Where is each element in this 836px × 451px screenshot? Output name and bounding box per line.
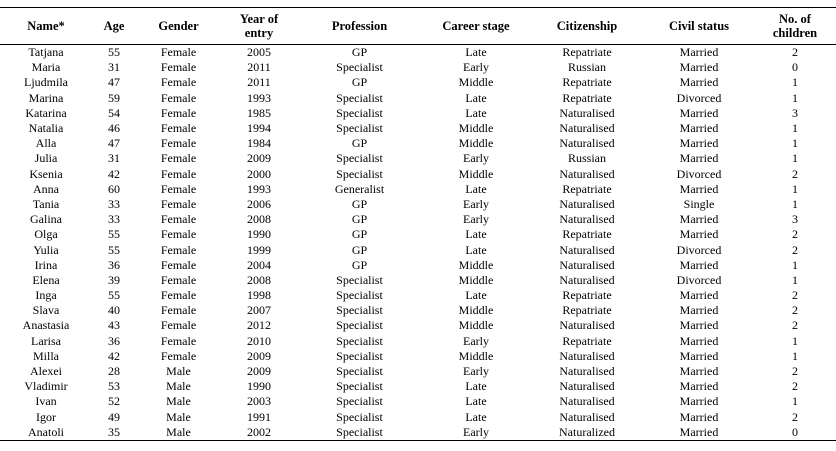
cell-gender: Female bbox=[160, 45, 197, 60]
cell-career-stage: Early bbox=[463, 212, 489, 227]
cell-age: 33 bbox=[108, 196, 120, 211]
cell-age: 42 bbox=[108, 348, 120, 363]
cell-gender: Female bbox=[160, 242, 197, 257]
cell-gender: Female bbox=[160, 227, 197, 242]
cell-citizenship: Naturalized bbox=[559, 424, 615, 439]
cell-name: Milla bbox=[33, 348, 59, 363]
cell-name: Ivan bbox=[35, 394, 57, 409]
cell-name: Tatjana bbox=[28, 45, 64, 60]
header-profession bbox=[297, 8, 422, 45]
cell-children: 2 bbox=[792, 166, 798, 181]
cell-profession: Specialist bbox=[336, 379, 383, 394]
cell-career-stage: Late bbox=[465, 379, 487, 394]
cell-year-of-entry: 1999 bbox=[247, 242, 271, 257]
header-age-text: Age bbox=[103, 19, 125, 33]
cell-citizenship: Repatriate bbox=[562, 90, 612, 105]
table-row bbox=[0, 212, 836, 227]
cell-career-stage: Late bbox=[465, 181, 487, 196]
header-year-line2: entry bbox=[244, 26, 274, 40]
cell-age: 55 bbox=[108, 242, 120, 257]
cell-year-of-entry: 2005 bbox=[247, 45, 271, 60]
table-row bbox=[0, 151, 836, 166]
table-row bbox=[0, 425, 836, 441]
cell-year-of-entry: 1990 bbox=[247, 227, 271, 242]
cell-name: Anna bbox=[33, 181, 59, 196]
header-career-text: Career stage bbox=[442, 19, 510, 33]
cell-gender: Female bbox=[160, 181, 197, 196]
cell-civil-status: Divorced bbox=[676, 242, 722, 257]
cell-career-stage: Middle bbox=[458, 318, 494, 333]
cell-name: Igor bbox=[36, 409, 56, 424]
cell-age: 28 bbox=[108, 364, 120, 379]
cell-profession: GP bbox=[351, 196, 368, 211]
table-row bbox=[0, 106, 836, 121]
header-year-of-entry bbox=[221, 8, 297, 45]
cell-age: 31 bbox=[108, 60, 120, 75]
table-row bbox=[0, 379, 836, 394]
cell-children: 2 bbox=[792, 242, 798, 257]
cell-name: Maria bbox=[31, 60, 61, 75]
cell-career-stage: Late bbox=[465, 105, 487, 120]
header-children-line2: children bbox=[772, 26, 818, 40]
cell-year-of-entry: 2008 bbox=[247, 212, 271, 227]
cell-profession: Specialist bbox=[336, 60, 383, 75]
cell-civil-status: Married bbox=[679, 60, 719, 75]
cell-citizenship: Russian bbox=[567, 60, 606, 75]
cell-age: 31 bbox=[108, 151, 120, 166]
cell-children: 3 bbox=[792, 212, 798, 227]
cell-name: Yulia bbox=[33, 242, 59, 257]
header-children bbox=[754, 8, 836, 45]
cell-profession: Specialist bbox=[336, 348, 383, 363]
cell-civil-status: Married bbox=[679, 45, 719, 60]
table-row bbox=[0, 349, 836, 364]
cell-year-of-entry: 2000 bbox=[247, 166, 271, 181]
cell-age: 39 bbox=[108, 272, 120, 287]
cell-citizenship: Naturalised bbox=[559, 379, 615, 394]
cell-year-of-entry: 2002 bbox=[247, 424, 271, 439]
cell-career-stage: Early bbox=[463, 333, 489, 348]
cell-year-of-entry: 2012 bbox=[247, 318, 271, 333]
cell-career-stage: Early bbox=[463, 60, 489, 75]
cell-age: 55 bbox=[108, 288, 120, 303]
cell-children: 1 bbox=[792, 136, 798, 151]
cell-career-stage: Middle bbox=[458, 257, 494, 272]
cell-gender: Male bbox=[166, 394, 191, 409]
cell-name: Irina bbox=[34, 257, 58, 272]
cell-profession: GP bbox=[351, 227, 368, 242]
cell-profession: GP bbox=[351, 45, 368, 60]
table-row bbox=[0, 75, 836, 90]
header-name-text: Name* bbox=[27, 19, 65, 33]
cell-profession: Specialist bbox=[336, 364, 383, 379]
cell-children: 2 bbox=[792, 45, 798, 60]
cell-profession: Specialist bbox=[336, 121, 383, 136]
cell-citizenship: Repatriate bbox=[562, 75, 612, 90]
cell-year-of-entry: 2011 bbox=[247, 60, 271, 75]
cell-citizenship: Naturalised bbox=[559, 121, 615, 136]
cell-career-stage: Late bbox=[465, 242, 487, 257]
cell-gender: Female bbox=[160, 105, 197, 120]
cell-children: 2 bbox=[792, 409, 798, 424]
cell-civil-status: Married bbox=[679, 181, 719, 196]
cell-children: 1 bbox=[792, 181, 798, 196]
cell-name: Alexei bbox=[30, 364, 62, 379]
cell-profession: Specialist bbox=[336, 394, 383, 409]
cell-civil-status: Married bbox=[679, 303, 719, 318]
cell-gender: Female bbox=[160, 166, 197, 181]
cell-year-of-entry: 1998 bbox=[247, 288, 271, 303]
cell-citizenship: Naturalised bbox=[559, 364, 615, 379]
cell-citizenship: Repatriate bbox=[562, 181, 612, 196]
cell-name: Elena bbox=[32, 272, 60, 287]
cell-civil-status: Married bbox=[679, 212, 719, 227]
table-row bbox=[0, 394, 836, 409]
cell-civil-status: Married bbox=[679, 121, 719, 136]
cell-citizenship: Repatriate bbox=[562, 303, 612, 318]
cell-gender: Female bbox=[160, 75, 197, 90]
cell-children: 1 bbox=[792, 90, 798, 105]
table-row bbox=[0, 121, 836, 136]
cell-year-of-entry: 2008 bbox=[247, 272, 271, 287]
cell-name: Katarina bbox=[25, 105, 67, 120]
cell-name: Julia bbox=[34, 151, 58, 166]
cell-gender: Female bbox=[160, 121, 197, 136]
cell-career-stage: Middle bbox=[458, 166, 494, 181]
cell-gender: Female bbox=[160, 288, 197, 303]
cell-gender: Female bbox=[160, 90, 197, 105]
cell-name: Vladimir bbox=[24, 379, 68, 394]
cell-career-stage: Late bbox=[465, 90, 487, 105]
table-row bbox=[0, 91, 836, 106]
cell-citizenship: Naturalised bbox=[559, 242, 615, 257]
cell-civil-status: Married bbox=[679, 318, 719, 333]
cell-gender: Female bbox=[160, 348, 197, 363]
cell-age: 47 bbox=[108, 75, 120, 90]
table-row bbox=[0, 334, 836, 349]
cell-civil-status: Married bbox=[679, 379, 719, 394]
cell-children: 0 bbox=[792, 424, 798, 439]
cell-children: 0 bbox=[792, 60, 798, 75]
cell-profession: GP bbox=[351, 136, 368, 151]
cell-profession: Specialist bbox=[336, 151, 383, 166]
cell-civil-status: Married bbox=[679, 424, 719, 439]
cell-civil-status: Married bbox=[679, 151, 719, 166]
header-citizenship bbox=[530, 8, 644, 45]
cell-year-of-entry: 2004 bbox=[247, 257, 271, 272]
cell-children: 2 bbox=[792, 379, 798, 394]
header-row bbox=[0, 8, 836, 45]
cell-year-of-entry: 2003 bbox=[247, 394, 271, 409]
cell-civil-status: Married bbox=[679, 257, 719, 272]
cell-civil-status: Divorced bbox=[676, 90, 722, 105]
cell-citizenship: Repatriate bbox=[562, 45, 612, 60]
cell-gender: Female bbox=[160, 318, 197, 333]
cell-citizenship: Repatriate bbox=[562, 227, 612, 242]
cell-profession: Generalist bbox=[334, 181, 385, 196]
cell-year-of-entry: 2010 bbox=[247, 333, 271, 348]
cell-profession: GP bbox=[351, 242, 368, 257]
cell-children: 1 bbox=[792, 272, 798, 287]
cell-profession: Specialist bbox=[336, 105, 383, 120]
cell-year-of-entry: 2011 bbox=[247, 75, 271, 90]
cell-citizenship: Naturalised bbox=[559, 272, 615, 287]
cell-name: Anastasia bbox=[22, 318, 70, 333]
cell-profession: GP bbox=[351, 75, 368, 90]
cell-civil-status: Divorced bbox=[676, 272, 722, 287]
cell-gender: Male bbox=[166, 364, 191, 379]
cell-name: Olga bbox=[34, 227, 58, 242]
cell-name: Galina bbox=[30, 212, 62, 227]
table-row bbox=[0, 410, 836, 425]
cell-career-stage: Early bbox=[463, 196, 489, 211]
cell-gender: Female bbox=[160, 303, 197, 318]
header-gender bbox=[136, 8, 221, 45]
cell-citizenship: Naturalised bbox=[559, 166, 615, 181]
cell-children: 2 bbox=[792, 288, 798, 303]
cell-children: 2 bbox=[792, 318, 798, 333]
table-row bbox=[0, 60, 836, 75]
cell-age: 36 bbox=[108, 257, 120, 272]
cell-age: 33 bbox=[108, 212, 120, 227]
cell-citizenship: Naturalised bbox=[559, 348, 615, 363]
cell-name: Slava bbox=[32, 303, 60, 318]
table-row bbox=[0, 45, 836, 61]
header-children-line1: No. of bbox=[779, 12, 811, 26]
cell-year-of-entry: 1991 bbox=[247, 409, 271, 424]
cell-children: 1 bbox=[792, 394, 798, 409]
table-row bbox=[0, 288, 836, 303]
cell-name: Marina bbox=[28, 90, 64, 105]
table-row bbox=[0, 167, 836, 182]
cell-career-stage: Late bbox=[465, 394, 487, 409]
cell-career-stage: Middle bbox=[458, 75, 494, 90]
cell-gender: Male bbox=[166, 409, 191, 424]
table-row bbox=[0, 197, 836, 212]
cell-profession: GP bbox=[351, 257, 368, 272]
cell-profession: Specialist bbox=[336, 272, 383, 287]
table-row bbox=[0, 258, 836, 273]
cell-children: 1 bbox=[792, 75, 798, 90]
cell-age: 54 bbox=[108, 105, 120, 120]
cell-civil-status: Married bbox=[679, 105, 719, 120]
table-row bbox=[0, 182, 836, 197]
header-year-line1: Year of bbox=[239, 12, 279, 26]
cell-age: 49 bbox=[108, 409, 120, 424]
header-name bbox=[0, 8, 92, 45]
cell-gender: Female bbox=[160, 60, 197, 75]
cell-citizenship: Naturalised bbox=[559, 212, 615, 227]
table-row bbox=[0, 364, 836, 379]
cell-gender: Female bbox=[160, 136, 197, 151]
cell-children: 1 bbox=[792, 196, 798, 211]
cell-age: 46 bbox=[108, 121, 120, 136]
cell-career-stage: Late bbox=[465, 227, 487, 242]
cell-citizenship: Repatriate bbox=[562, 288, 612, 303]
cell-citizenship: Russian bbox=[567, 151, 606, 166]
cell-civil-status: Married bbox=[679, 409, 719, 424]
cell-name: Larisa bbox=[31, 333, 61, 348]
cell-age: 42 bbox=[108, 166, 120, 181]
cell-citizenship: Naturalised bbox=[559, 409, 615, 424]
cell-year-of-entry: 1993 bbox=[247, 181, 271, 196]
cell-name: Anatoli bbox=[28, 424, 64, 439]
cell-civil-status: Married bbox=[679, 333, 719, 348]
cell-children: 2 bbox=[792, 303, 798, 318]
cell-gender: Female bbox=[160, 257, 197, 272]
cell-citizenship: Naturalised bbox=[559, 257, 615, 272]
cell-year-of-entry: 1985 bbox=[247, 105, 271, 120]
cell-year-of-entry: 1984 bbox=[247, 136, 271, 151]
cell-year-of-entry: 1994 bbox=[247, 121, 271, 136]
cell-gender: Male bbox=[166, 424, 191, 439]
cell-citizenship: Naturalised bbox=[559, 318, 615, 333]
cell-career-stage: Late bbox=[465, 288, 487, 303]
cell-children: 1 bbox=[792, 257, 798, 272]
cell-year-of-entry: 2009 bbox=[247, 364, 271, 379]
cell-children: 1 bbox=[792, 348, 798, 363]
cell-citizenship: Repatriate bbox=[562, 333, 612, 348]
header-citizenship-text: Citizenship bbox=[556, 19, 618, 33]
table-row bbox=[0, 303, 836, 318]
header-age bbox=[92, 8, 136, 45]
cell-gender: Female bbox=[160, 333, 197, 348]
cell-career-stage: Early bbox=[463, 151, 489, 166]
table-body bbox=[0, 45, 836, 441]
cell-profession: Specialist bbox=[336, 288, 383, 303]
cell-citizenship: Naturalised bbox=[559, 105, 615, 120]
cell-civil-status: Married bbox=[679, 394, 719, 409]
cell-profession: Specialist bbox=[336, 424, 383, 439]
header-civil-text: Civil status bbox=[668, 19, 730, 33]
cell-career-stage: Late bbox=[465, 45, 487, 60]
cell-age: 55 bbox=[108, 227, 120, 242]
header-civil-status bbox=[644, 8, 754, 45]
cell-year-of-entry: 2009 bbox=[247, 151, 271, 166]
header-career-stage bbox=[422, 8, 530, 45]
cell-age: 53 bbox=[108, 379, 120, 394]
table-row bbox=[0, 273, 836, 288]
cell-gender: Female bbox=[160, 212, 197, 227]
cell-children: 1 bbox=[792, 121, 798, 136]
cell-age: 59 bbox=[108, 90, 120, 105]
cell-year-of-entry: 2006 bbox=[247, 196, 271, 211]
header-profession-text: Profession bbox=[331, 19, 388, 33]
cell-gender: Female bbox=[160, 272, 197, 287]
table-row bbox=[0, 227, 836, 242]
cell-profession: Specialist bbox=[336, 303, 383, 318]
cell-name: Ksenia bbox=[29, 166, 63, 181]
cell-age: 40 bbox=[108, 303, 120, 318]
cell-citizenship: Naturalised bbox=[559, 394, 615, 409]
cell-civil-status: Divorced bbox=[676, 166, 722, 181]
cell-career-stage: Middle bbox=[458, 303, 494, 318]
cell-age: 52 bbox=[108, 394, 120, 409]
cell-civil-status: Married bbox=[679, 348, 719, 363]
cell-children: 2 bbox=[792, 227, 798, 242]
cell-name: Tania bbox=[32, 196, 60, 211]
cell-name: Natalia bbox=[28, 121, 64, 136]
cell-profession: Specialist bbox=[336, 166, 383, 181]
cell-career-stage: Early bbox=[463, 424, 489, 439]
cell-name: Alla bbox=[35, 136, 57, 151]
cell-children: 2 bbox=[792, 364, 798, 379]
cell-civil-status: Single bbox=[683, 196, 715, 211]
cell-civil-status: Married bbox=[679, 288, 719, 303]
cell-age: 47 bbox=[108, 136, 120, 151]
cell-year-of-entry: 2009 bbox=[247, 348, 271, 363]
cell-civil-status: Married bbox=[679, 227, 719, 242]
cell-age: 35 bbox=[108, 424, 120, 439]
cell-citizenship: Naturalised bbox=[559, 196, 615, 211]
cell-year-of-entry: 1993 bbox=[247, 90, 271, 105]
cell-children: 3 bbox=[792, 105, 798, 120]
table-row bbox=[0, 136, 836, 151]
cell-civil-status: Married bbox=[679, 75, 719, 90]
cell-citizenship: Naturalised bbox=[559, 136, 615, 151]
cell-profession: Specialist bbox=[336, 90, 383, 105]
cell-year-of-entry: 2007 bbox=[247, 303, 271, 318]
table-row bbox=[0, 318, 836, 333]
cell-career-stage: Middle bbox=[458, 121, 494, 136]
cell-age: 36 bbox=[108, 333, 120, 348]
cell-civil-status: Married bbox=[679, 136, 719, 151]
cell-gender: Female bbox=[160, 196, 197, 211]
cell-profession: Specialist bbox=[336, 333, 383, 348]
cell-name: Ljudmila bbox=[24, 75, 68, 90]
cell-career-stage: Early bbox=[463, 364, 489, 379]
cell-year-of-entry: 1990 bbox=[247, 379, 271, 394]
cell-children: 1 bbox=[792, 333, 798, 348]
cell-career-stage: Late bbox=[465, 409, 487, 424]
cell-age: 60 bbox=[108, 181, 120, 196]
cell-career-stage: Middle bbox=[458, 348, 494, 363]
table-row bbox=[0, 242, 836, 257]
cell-gender: Male bbox=[166, 379, 191, 394]
cell-age: 43 bbox=[108, 318, 120, 333]
cell-name: Inga bbox=[35, 288, 57, 303]
cell-profession: GP bbox=[351, 212, 368, 227]
cell-civil-status: Married bbox=[679, 364, 719, 379]
cell-profession: Specialist bbox=[336, 409, 383, 424]
cell-gender: Female bbox=[160, 151, 197, 166]
cell-children: 1 bbox=[792, 151, 798, 166]
cell-age: 55 bbox=[108, 45, 120, 60]
header-gender-text: Gender bbox=[158, 19, 199, 33]
respondents-table bbox=[0, 7, 836, 441]
cell-career-stage: Middle bbox=[458, 136, 494, 151]
cell-career-stage: Middle bbox=[458, 272, 494, 287]
cell-profession: Specialist bbox=[336, 318, 383, 333]
